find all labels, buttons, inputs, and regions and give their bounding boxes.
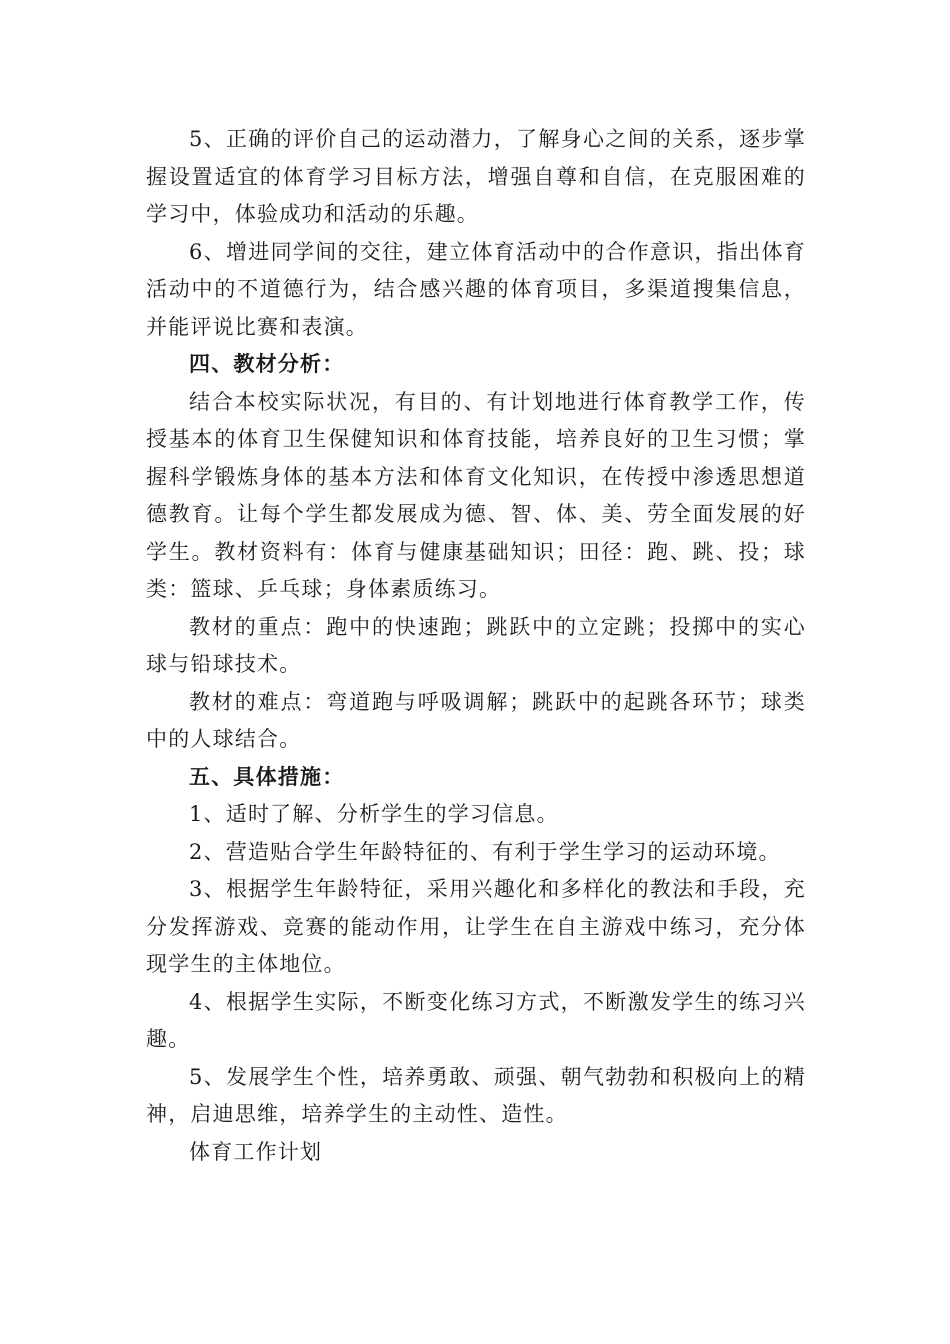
section-heading-material-analysis: 四、教材分析： bbox=[189, 352, 345, 376]
document-page bbox=[146, 121, 806, 1171]
paragraph-material-difficulties: 教材的难点：弯道跑与呼吸调解；跳跃中的起跳各环节；球类中的人球结合。 bbox=[146, 689, 806, 751]
paragraph-measure-1: 1、适时了解、分析学生的学习信息。 bbox=[189, 802, 559, 826]
paragraph-item-5-self-evaluation: 5、正确的评价自己的运动潜力，了解身心之间的关系，逐步掌握设置适宜的体育学习目标方法，增强自尊和自信，在克服困难的学习中，体验成功和活动的乐趣。 bbox=[146, 127, 806, 226]
paragraph-measure-2: 2、营造贴合学生年龄特征的、有利于学生学习的运动环境。 bbox=[189, 839, 781, 864]
paragraph-measure-5: 5、发展学生个性，培养勇敢、顽强、朝气勃勃和积极向上的精神，启迪思维，培养学生的主动性、造性。 bbox=[146, 1064, 806, 1126]
paragraph-material-overview: 结合本校实际状况，有目的、有计划地进行体育教学工作，传授基本的体育卫生保健知识和体育技能，培养良好的卫生习惯；掌握科学锻炼身体的基本方法和体育文化知识，在传授中渗透思想道德教育。让每个学生都发展成为德、智、体、美、劳全面发展的好学生。教材资料有：体育与健康基础知识；田径：跑、跳、投；球类：篮球、乒乓球；身体素质练习。 bbox=[146, 389, 806, 601]
paragraph-measure-4: 4、根据学生实际，不断变化练习方式，不断激发学生的练习兴趣。 bbox=[146, 989, 806, 1051]
paragraph-material-key-points: 教材的重点：跑中的快速跑；跳跃中的立定跳；投掷中的实心球与铅球技术。 bbox=[146, 614, 806, 676]
paragraph-plan-title: 体育工作计划 bbox=[189, 1139, 323, 1164]
paragraph-item-6-cooperation: 6、增进同学间的交往，建立体育活动中的合作意识，指出体育活动中的不道德行为，结合感兴趣的体育项目，多渠道搜集信息，并能评说比赛和表演。 bbox=[146, 239, 806, 339]
paragraph-measure-3: 3、根据学生年龄特征，采用兴趣化和多样化的教法和手段，充分发挥游戏、竞赛的能动作用，让学生在自主游戏中练习，充分体现学生的主体地位。 bbox=[146, 877, 806, 976]
section-heading-measures: 五、具体措施： bbox=[189, 764, 345, 789]
